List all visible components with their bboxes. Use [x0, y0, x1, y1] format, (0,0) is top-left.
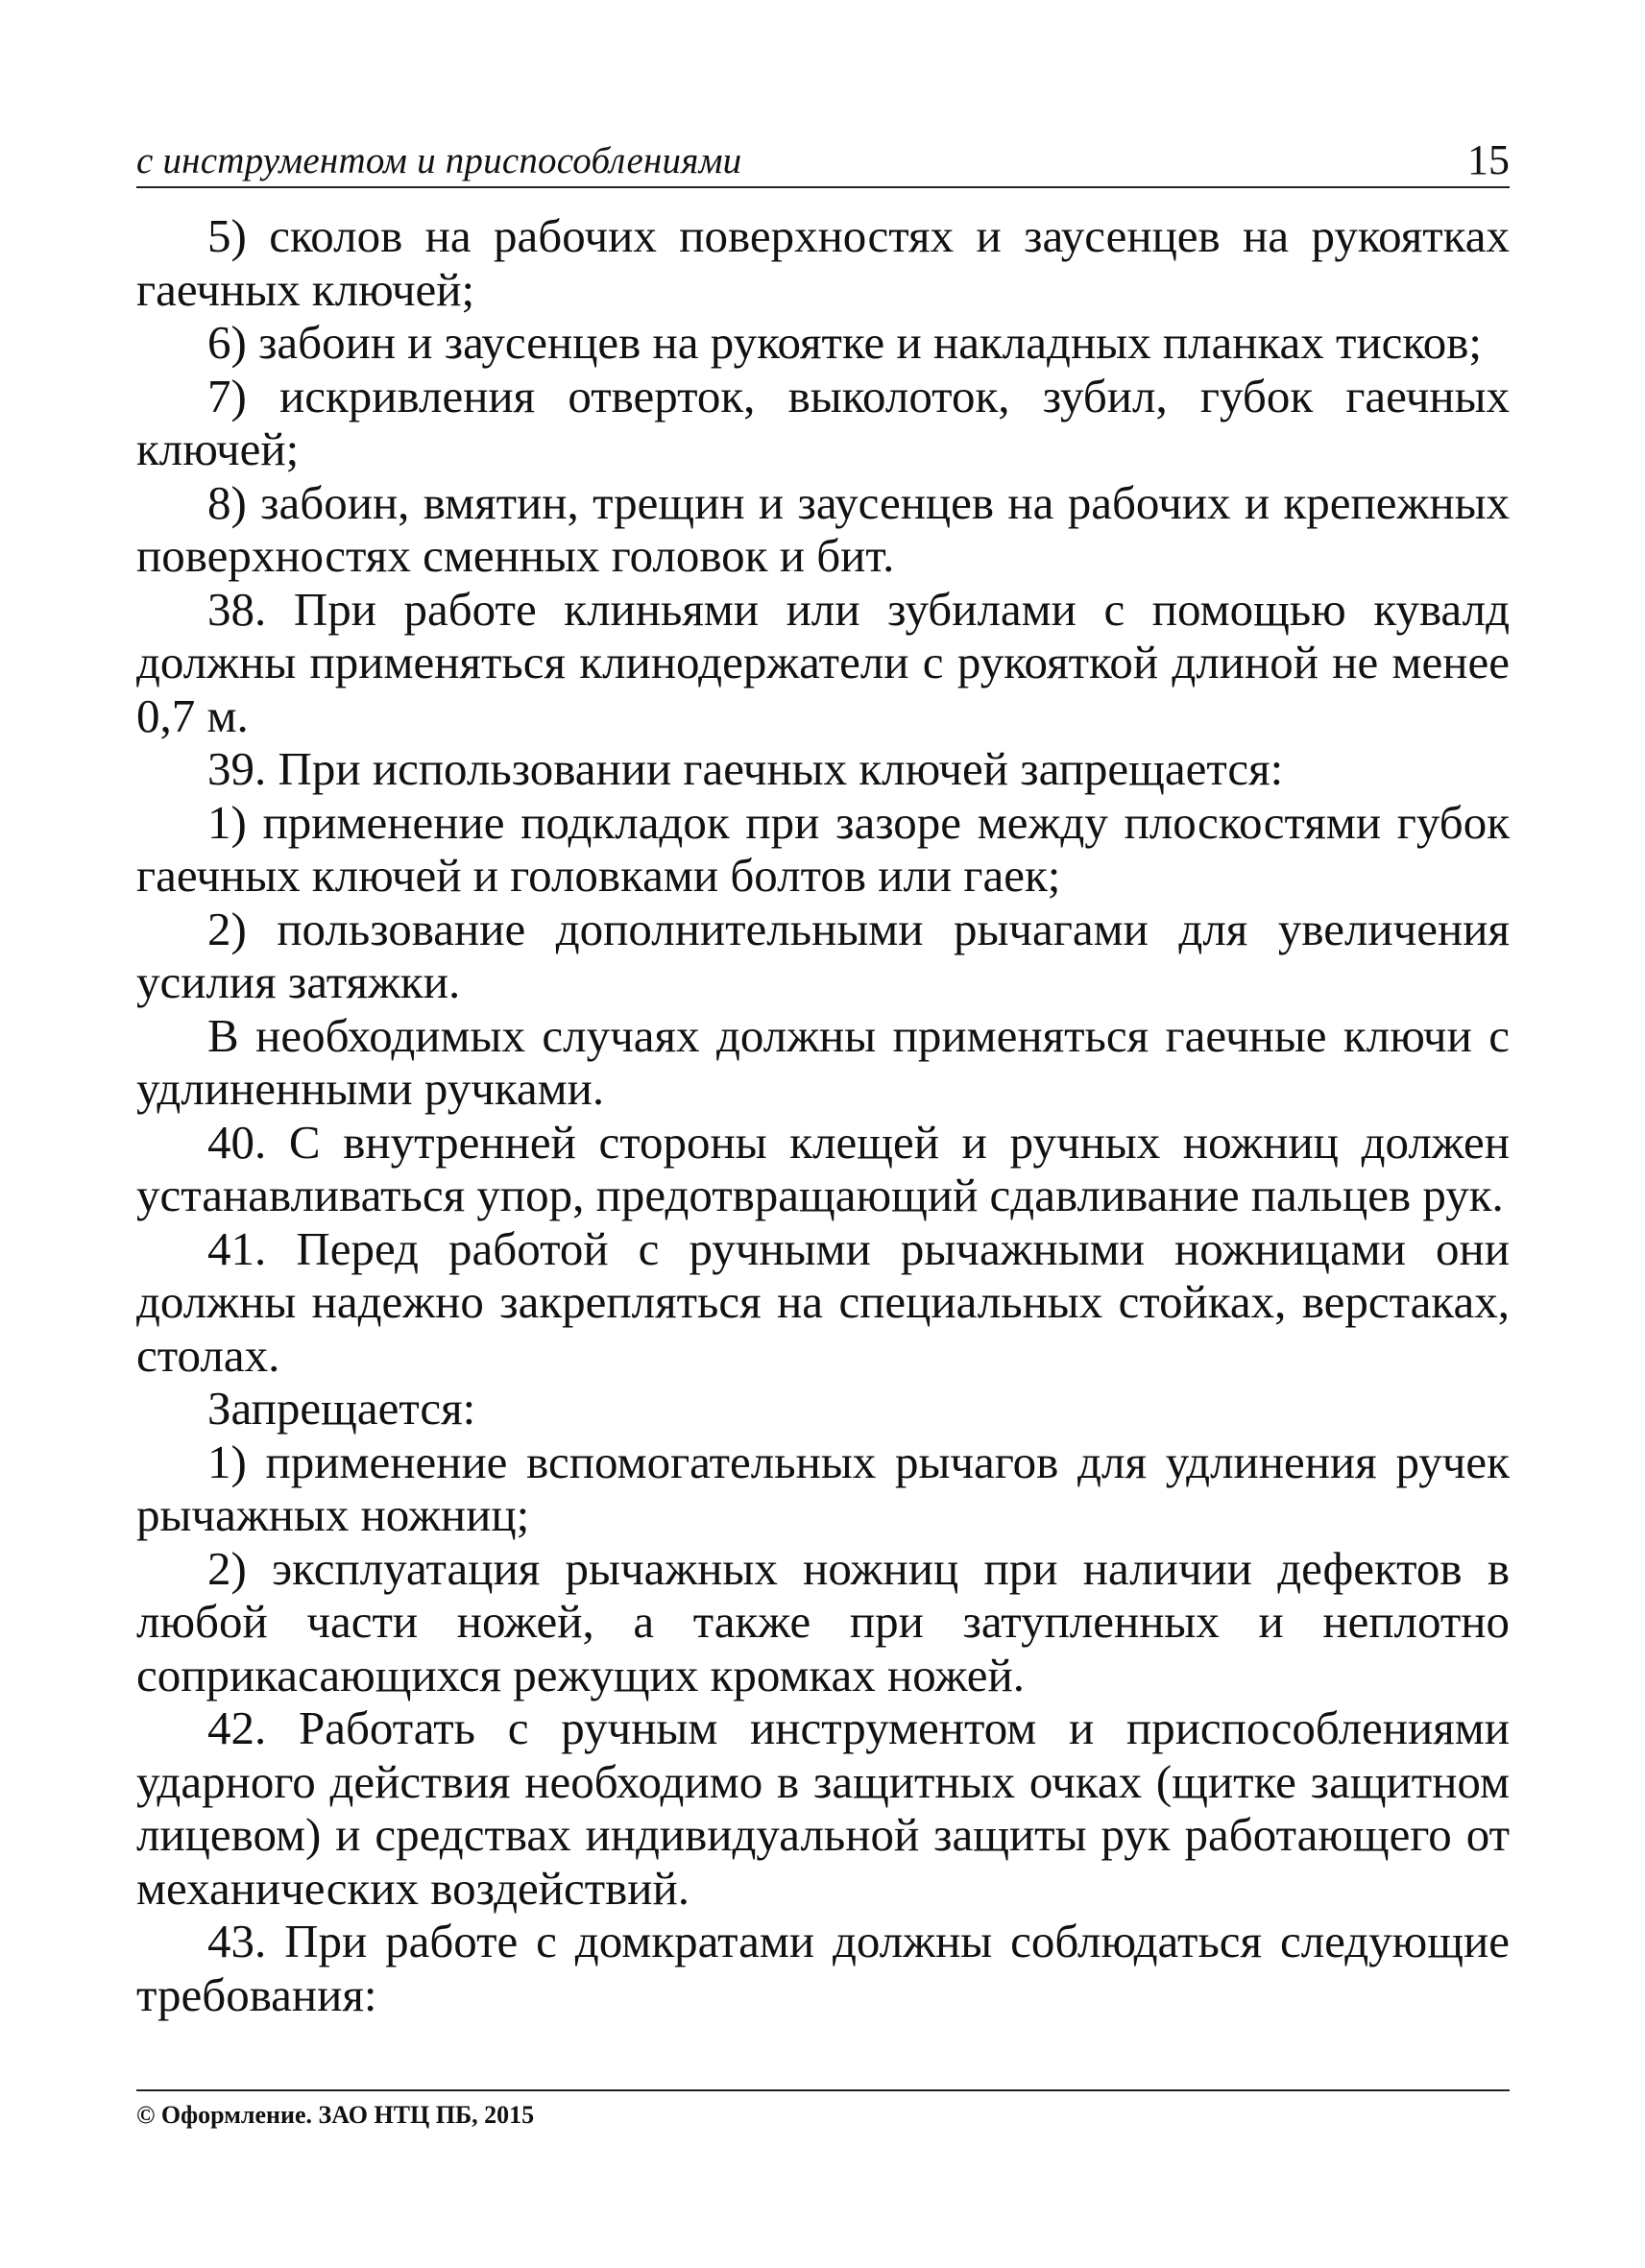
paragraph: 6) забоин и заусенцев на рукоятке и накладных планках тисков;: [207, 316, 1482, 369]
running-header: [136, 123, 1510, 188]
paragraph: 42. Работать с ручным инструментом и приспособлениями ударного действия необходимо в защитных очках (щитке защитном лицевом) и средствах индивидуальной защиты рук работающего от механических воздействий.: [136, 1701, 1510, 1915]
paragraph: 43. При работе с домкратами должны соблюдаться следующие требования:: [136, 1915, 1510, 2021]
page-number: 15: [1467, 136, 1510, 183]
paragraph: 1) применение вспомогательных рычагов для удлинения ручек рычажных ножниц;: [136, 1435, 1510, 1541]
paragraph: В необходимых случаях должны применяться гаечные ключи с удлиненными ручками.: [136, 1008, 1510, 1115]
footer-copyright: © Оформление. ЗАО НТЦ ПБ, 2015: [136, 2101, 535, 2129]
paragraph: 8) забоин, вмятин, трещин и заусенцев на рабочих и крепежных поверхностях сменных головок и бит.: [136, 475, 1510, 582]
paragraph: 1) применение подкладок при зазоре между плоскостями губок гаечных ключей и головками болтов или гаек;: [136, 795, 1510, 902]
paragraph: 2) пользование дополнительными рычагами для увеличения усилия затяжки.: [136, 902, 1510, 1008]
paragraph: 7) искривления отверток, выколоток, зубил, губок гаечных ключей;: [136, 369, 1510, 475]
paragraph: Запрещается:: [207, 1382, 476, 1435]
paragraph: 39. При использовании гаечных ключей запрещается:: [207, 742, 1284, 795]
paragraph: 41. Перед работой с ручными рычажными ножницами они должны надежно закрепляться на специальных стойках, верстаках, столах.: [136, 1221, 1510, 1382]
document-page: [136, 123, 1510, 2216]
body-text: [136, 209, 1510, 2021]
footer-rule: [136, 2089, 1510, 2091]
paragraph: 38. При работе клиньями или зубилами с помощью кувалд должны применяться клинодержатели с рукояткой длиной не менее 0,7 м.: [136, 582, 1510, 742]
paragraph: 5) сколов на рабочих поверхностях и заусенцев на рукоятках гаечных ключей;: [136, 209, 1510, 316]
paragraph: 2) эксплуатация рычажных ножниц при наличии дефектов в любой части ножей, а также при затупленных и неплотно соприкасающихся режущих кромках ножей.: [136, 1541, 1510, 1701]
paragraph: 40. С внутренней стороны клещей и ручных ножниц должен устанавливаться упор, предотвращающий сдавливание пальцев рук.: [136, 1115, 1510, 1221]
running-title: с инструментом и приспособлениями: [136, 140, 742, 181]
